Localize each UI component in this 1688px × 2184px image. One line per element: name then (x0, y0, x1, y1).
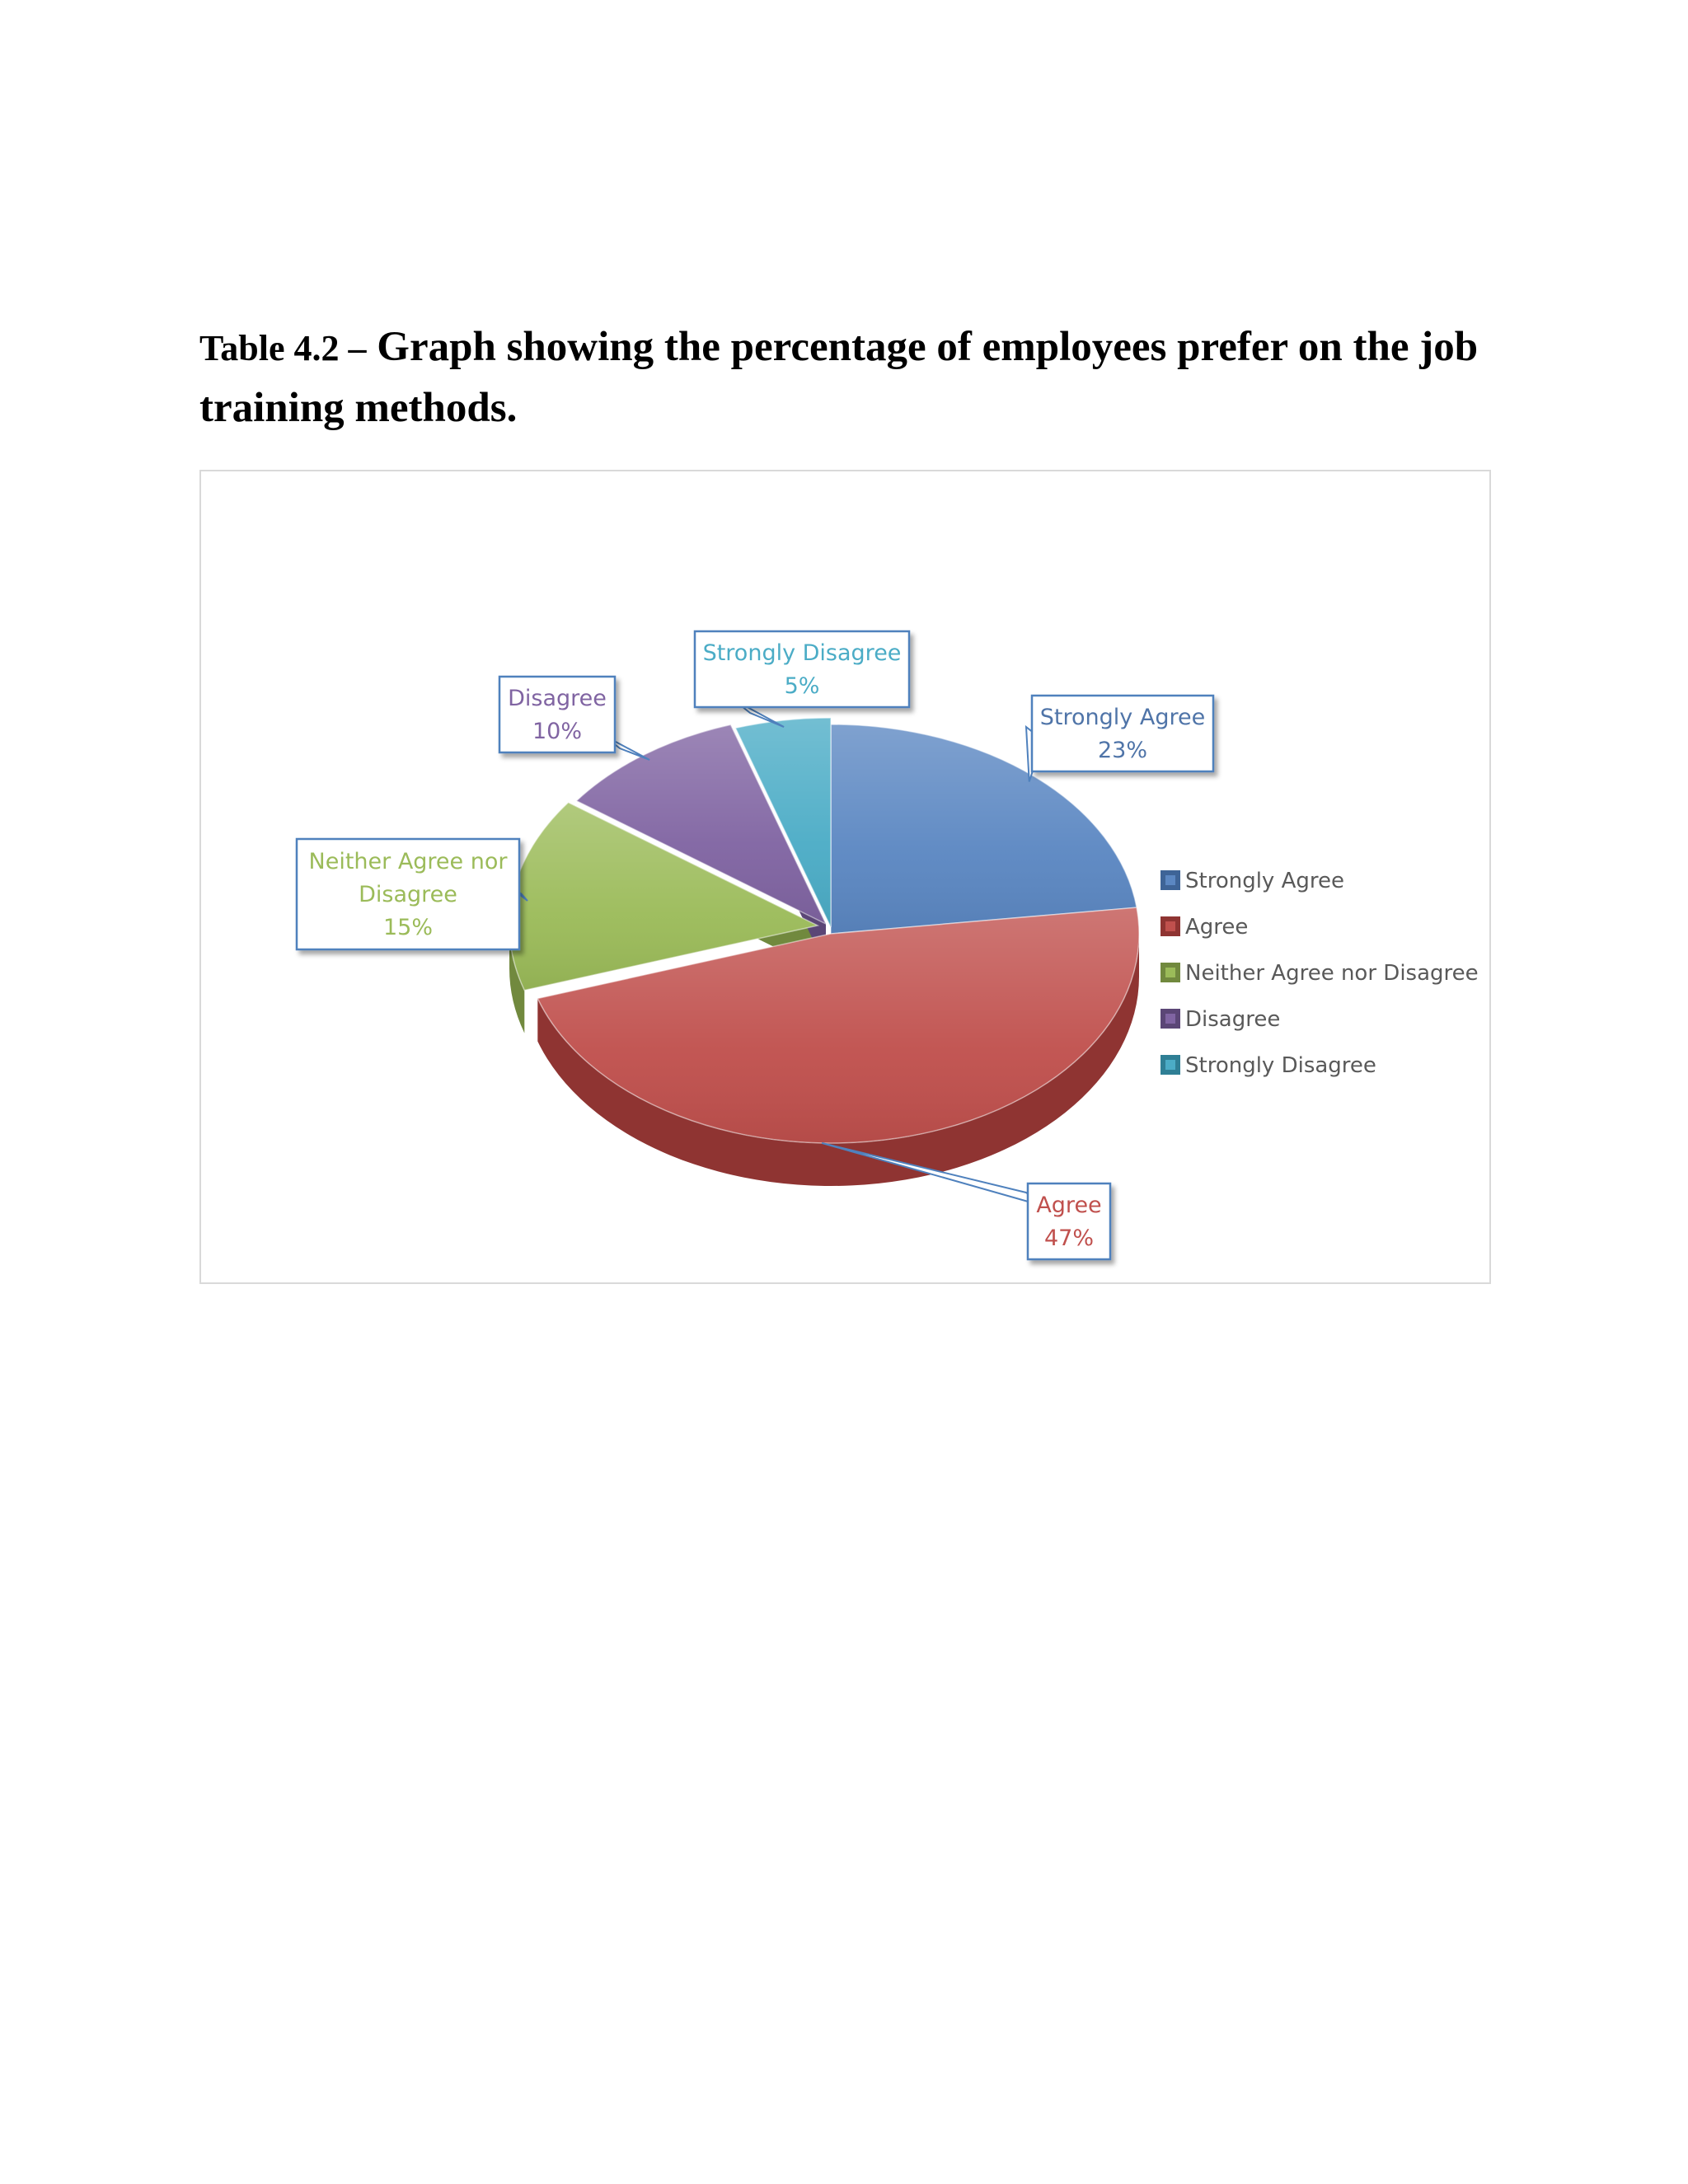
callout-label: Neither Agree nor (308, 849, 508, 874)
callout-label: Strongly Agree (1039, 705, 1206, 730)
legend-item-strongly-agree (1160, 869, 1344, 893)
legend-swatch-inner (1165, 921, 1175, 931)
callout-percent: 15% (382, 915, 434, 940)
legend-item-disagree (1160, 1007, 1280, 1032)
legend-label: Agree (1185, 915, 1249, 940)
callout-label: Disagree (508, 686, 607, 711)
legend-label: Strongly Agree (1185, 869, 1344, 893)
legend-item-strongly-disagree (1160, 1053, 1376, 1078)
callout-label: Disagree (359, 882, 457, 907)
caption-lead: Table 4.2 – (199, 328, 367, 368)
legend-item-agree (1160, 915, 1248, 940)
callout-strongly-disagree (695, 631, 909, 727)
legend-item-neither-agree-nor-disagree (1160, 961, 1479, 986)
callout-label: Agree (1036, 1193, 1102, 1218)
callout-disagree (499, 677, 649, 760)
callout-neither-agree-nor-disagree (297, 839, 528, 949)
legend-label: Disagree (1185, 1007, 1281, 1032)
legend-swatch-inner (1165, 968, 1175, 977)
callout-percent: 5% (784, 673, 820, 699)
callout-percent: 23% (1097, 738, 1148, 763)
callout-percent: 10% (532, 719, 583, 744)
callout-percent: 47% (1043, 1226, 1095, 1251)
legend-label: Strongly Disagree (1185, 1053, 1376, 1078)
callout-label: Strongly Disagree (702, 640, 902, 666)
callout-strongly-agree (1026, 696, 1213, 781)
legend-swatch-inner (1165, 875, 1175, 885)
legend-swatch-inner (1165, 1014, 1175, 1024)
legend-label: Neither Agree nor Disagree (1185, 961, 1479, 986)
caption-text: Graph showing the percentage of employees prefer on the job training methods. (199, 324, 1479, 431)
legend-swatch-inner (1165, 1060, 1175, 1070)
